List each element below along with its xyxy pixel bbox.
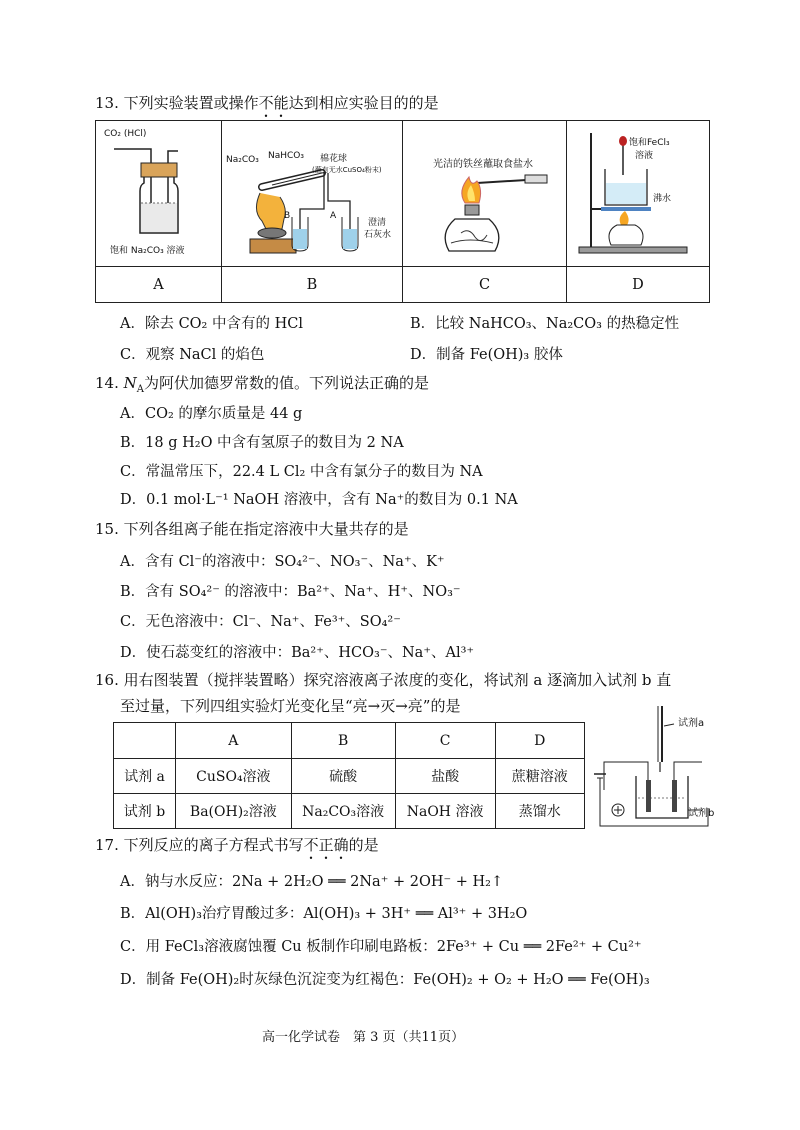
q14-option-C[interactable]: C．常温常压下，22.4 L Cl₂ 中含有氯分子的数目为 NA [120,464,483,480]
q13-option-A[interactable]: A．除去 CO₂ 中含有的 HCl [120,316,303,332]
q17-stem: 17. 下列反应的离子方程式书写不正确的是 [95,836,379,854]
q15-option-C[interactable]: C．无色溶液中：Cl⁻、Na⁺、Fe³⁺、SO₄²⁻ [120,614,401,630]
q13-option-D[interactable]: D．制备 Fe(OH)₃ 胶体 [410,347,563,363]
table-cell: Na₂CO₃溶液 [291,794,395,829]
table-header-cell: D [495,723,584,759]
fig-letter-D: D [567,267,710,303]
q14-option-D[interactable]: D．0.1 mol·L⁻¹ NaOH 溶液中，含有 Na⁺的数目为 0.1 NA [120,492,518,508]
table-header-cell: C [395,723,495,759]
q16-stem-line1: 16. 用右图装置（搅拌装置略）探究溶液离子浓度的变化，将试剂 a 逐滴加入试剂 b 直 [95,671,672,689]
table-cell: 硫酸 [291,759,395,794]
q15-option-B[interactable]: B．含有 SO₄²⁻ 的溶液中：Ba²⁺、Na⁺、H⁺、NO₃⁻ [120,584,461,600]
fig-letter-C: C [403,267,567,303]
fig-letter-B: B [222,267,403,303]
q15-option-D[interactable]: D．使石蕊变红的溶液中：Ba²⁺、HCO₃⁻、Na⁺、Al³⁺ [120,645,475,661]
table-cell: CuSO₄溶液 [176,759,292,794]
q13-stem: 13. 下列实验装置或操作不能达到相应实验目的的是 [95,94,439,112]
q17-option-D[interactable]: D．制备 Fe(OH)₂时灰绿色沉淀变为红褐色：Fe(OH)₂ + O₂ + H₂O ══ Fe(OH)₃ [120,972,650,988]
tube-in-tube-apparatus-icon [222,121,402,266]
fig-B-thermal-stability: Na₂CO₃ NaHCO₃ 棉花球 (蘸有无水CuSO₄粉末) B A 澄清 石灰水 [222,121,403,267]
table-cell: Ba(OH)₂溶液 [176,794,292,829]
q17-option-C[interactable]: C．用 FeCl₃溶液腐蚀覆 Cu 板制作印刷电路板：2Fe³⁺ + Cu ══ 2Fe²⁺ + Cu²⁺ [120,939,642,955]
table-row [114,759,585,794]
q14-option-B[interactable]: B．18 g H₂O 中含有氢原子的数目为 2 NA [120,435,404,451]
fig-D-colloid-prep: 饱和FeCl₃ 溶液 沸水 [567,121,710,267]
table-cell: 盐酸 [395,759,495,794]
table-cell: 蒸馏水 [495,794,584,829]
q13-option-B[interactable]: B．比较 NaHCO₃、Na₂CO₃ 的热稳定性 [410,316,680,332]
q13-apparatus-table [95,120,710,303]
table-header-cell [114,723,176,759]
table-row [114,794,585,829]
q16-conductivity-figure: 试剂a 试剂b [590,700,720,835]
table-header-cell: A [176,723,292,759]
q13-option-C[interactable]: C．观察 NaCl 的焰色 [120,347,265,363]
page-footer: 高一化学试卷 第 3 页（共11页） [262,1030,465,1045]
table-cell: 试剂 b [114,794,176,829]
q15-option-A[interactable]: A．含有 Cl⁻的溶液中：SO₄²⁻、NO₃⁻、Na⁺、K⁺ [120,554,445,570]
q16-reagent-table [113,722,585,829]
q16-stem-line2: 至过量，下列四组实验灯光变化呈“亮→灭→亮”的是 [120,697,461,715]
table-cell: 试剂 a [114,759,176,794]
q14-option-A[interactable]: A．CO₂ 的摩尔质量是 44 g [120,406,303,422]
alcohol-lamp-wire-icon [403,121,566,266]
q14-stem: 14. $N_A$为阿伏加德罗常数的值。下列说法正确的是 [95,374,430,395]
q17-option-B[interactable]: B．Al(OH)₃治疗胃酸过多：Al(OH)₃ + 3H⁺ ══ Al³⁺ + 3H₂O [120,906,528,922]
fig-letter-A: A [96,267,222,303]
q15-stem: 15. 下列各组离子能在指定溶液中大量共存的是 [95,520,409,538]
table-cell: 蔗糖溶液 [495,759,584,794]
table-header-cell: B [291,723,395,759]
q17-option-A[interactable]: A．钠与水反应：2Na + 2H₂O ══ 2Na⁺ + 2OH⁻ + H₂↑ [120,874,504,890]
fig-C-flame-test: 光洁的铁丝蘸取食盐水 [403,121,567,267]
fig-A-gas-washing-bottle: CO₂ (HCl) 饱和 Na₂CO₃ 溶液 [96,121,222,267]
table-cell: NaOH 溶液 [395,794,495,829]
